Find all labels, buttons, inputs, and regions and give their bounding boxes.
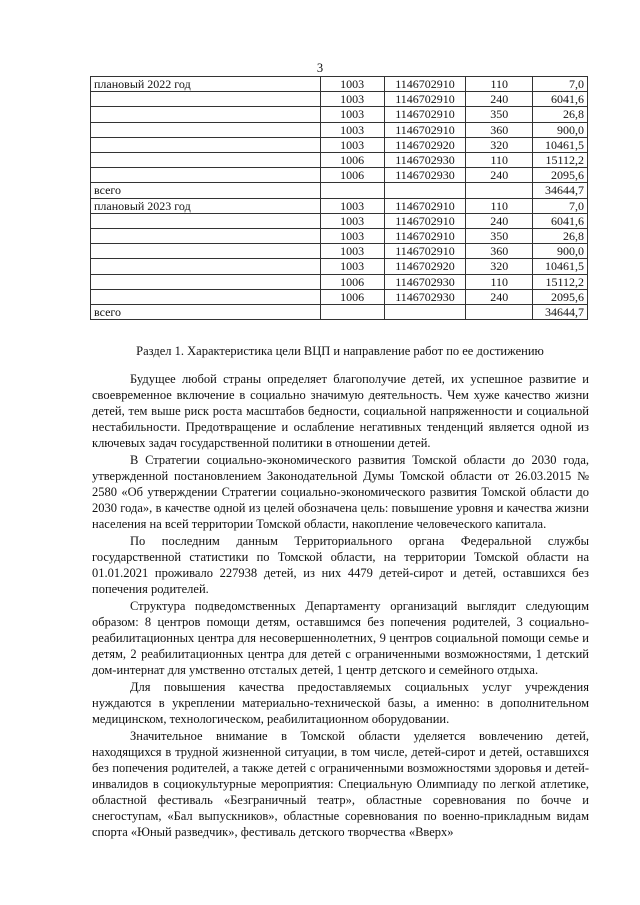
row-label bbox=[91, 153, 321, 168]
section-code: 1003 bbox=[320, 122, 384, 137]
target-code: 1146702910 bbox=[384, 198, 466, 213]
amount: 15112,2 bbox=[533, 274, 588, 289]
budget-table bbox=[90, 76, 588, 320]
row-label bbox=[91, 289, 321, 304]
paragraph: В Стратегии социально-экономического развития Томской области до 2030 года, утвержденной постановлением Законодательной Думы Томской области от 26.03.2015 № 2580 «Об утверждении Стратегии социально-экономического развития Томской области до 2030 года», в качестве одной из целей обозначена цель: повышение уровня и качества жизни населения на всей территории Томской области, накопление человеческого капитала. bbox=[92, 453, 589, 531]
expense-type: 350 bbox=[466, 229, 533, 244]
target-code: 1146702910 bbox=[384, 213, 466, 228]
section-code: 1003 bbox=[320, 137, 384, 152]
table-row bbox=[91, 183, 588, 198]
expense-type: 360 bbox=[466, 122, 533, 137]
row-label bbox=[91, 107, 321, 122]
table-row bbox=[91, 198, 588, 213]
target-code: 1146702930 bbox=[384, 153, 466, 168]
expense-type: 320 bbox=[466, 137, 533, 152]
section-code: 1003 bbox=[320, 213, 384, 228]
expense-type: 240 bbox=[466, 168, 533, 183]
paragraph: Будущее любой страны определяет благополучие детей, их успешное развитие и своевременное включение в социально значимую деятельность. Чем хуже качество жизни детей, тем выше риск роста масштабов бедности, социальной напряженности и социальной нестабильности. Предотвращение и ослабление негативных тенденций является одной из ключевых задач государственной политики в отношении детей. bbox=[92, 372, 589, 450]
paragraph: Значительное внимание в Томской области уделяется вовлечению детей, находящихся в трудной жизненной ситуации, в том числе, детей-сирот и детей, оставшихся без попечения родителей, а также детей с ограниченными возможностями здоровья и детей-инвалидов в социокультурные мероприятия: Специальную Олимпиаду по легкой атлетике, областной фестиваль «Безграничный театр», областные соревнования по бочче и снегоступам, «Бал выпускников», областные соревнования по военно-прикладным видам спорта «Юный разведчик», фестиваль детского творчества «Вверх» bbox=[92, 729, 589, 839]
section-code: 1006 bbox=[320, 168, 384, 183]
amount: 900,0 bbox=[533, 244, 588, 259]
amount: 26,8 bbox=[533, 107, 588, 122]
row-label bbox=[91, 213, 321, 228]
table-row bbox=[91, 168, 588, 183]
target-code: 1146702910 bbox=[384, 229, 466, 244]
target-code: 1146702920 bbox=[384, 259, 466, 274]
budget-table-body bbox=[91, 77, 588, 320]
section-code: 1006 bbox=[320, 289, 384, 304]
amount: 2095,6 bbox=[533, 289, 588, 304]
table-row bbox=[91, 107, 588, 122]
amount: 7,0 bbox=[533, 77, 588, 92]
row-label bbox=[91, 244, 321, 259]
target-code: 1146702910 bbox=[384, 122, 466, 137]
row-label bbox=[91, 137, 321, 152]
table-row bbox=[91, 305, 588, 320]
target-code bbox=[384, 183, 466, 198]
expense-type bbox=[466, 183, 533, 198]
row-label: всего bbox=[91, 305, 321, 320]
target-code: 1146702910 bbox=[384, 107, 466, 122]
target-code: 1146702930 bbox=[384, 289, 466, 304]
row-label bbox=[91, 274, 321, 289]
section-code: 1003 bbox=[320, 244, 384, 259]
paragraph: По последним данным Территориального органа Федеральной службы государственной статистики по Томской области, на территории Томской области на 01.01.2021 проживало 227938 детей, из них 4479 детей-сирот и детей, оставшихся без попечения родителей. bbox=[92, 534, 589, 596]
paragraph: Структура подведомственных Департаменту организаций выглядит следующим образом: 8 центров помощи детям, оставшимся без попечения родителей, 3 социально-реабилитационных центра для несовершеннолетних, 9 центров социальной помощи семье и детям, 2 реабилитационных центра для детей с ограниченными возможностями, 1 детский дом-интернат для умственно отсталых детей, 1 центр детского и семейного отдыха. bbox=[92, 599, 589, 677]
section-code: 1003 bbox=[320, 92, 384, 107]
amount: 26,8 bbox=[533, 229, 588, 244]
expense-type: 110 bbox=[466, 274, 533, 289]
section-code: 1003 bbox=[320, 259, 384, 274]
row-label bbox=[91, 229, 321, 244]
section-code: 1006 bbox=[320, 153, 384, 168]
table-row bbox=[91, 213, 588, 228]
target-code: 1146702930 bbox=[384, 274, 466, 289]
expense-type: 110 bbox=[466, 198, 533, 213]
target-code: 1146702920 bbox=[384, 137, 466, 152]
amount: 900,0 bbox=[533, 122, 588, 137]
row-label bbox=[91, 92, 321, 107]
expense-type: 360 bbox=[466, 244, 533, 259]
amount: 10461,5 bbox=[533, 259, 588, 274]
table-row bbox=[91, 259, 588, 274]
expense-type: 110 bbox=[466, 153, 533, 168]
expense-type: 240 bbox=[466, 92, 533, 107]
table-row bbox=[91, 289, 588, 304]
table-row bbox=[91, 229, 588, 244]
page-number: 3 bbox=[316, 61, 324, 75]
section-code: 1003 bbox=[320, 198, 384, 213]
amount: 2095,6 bbox=[533, 168, 588, 183]
table-row bbox=[91, 122, 588, 137]
row-label: всего bbox=[91, 183, 321, 198]
expense-type bbox=[466, 305, 533, 320]
section-code: 1003 bbox=[320, 77, 384, 92]
target-code: 1146702930 bbox=[384, 168, 466, 183]
expense-type: 240 bbox=[466, 213, 533, 228]
amount: 15112,2 bbox=[533, 153, 588, 168]
section-code: 1006 bbox=[320, 274, 384, 289]
table-row bbox=[91, 92, 588, 107]
row-label bbox=[91, 168, 321, 183]
amount: 7,0 bbox=[533, 198, 588, 213]
target-code: 1146702910 bbox=[384, 77, 466, 92]
table-row bbox=[91, 153, 588, 168]
section-title: Раздел 1. Характеристика цели ВЦП и направление работ по ее достижению bbox=[136, 344, 544, 358]
expense-type: 350 bbox=[466, 107, 533, 122]
expense-type: 110 bbox=[466, 77, 533, 92]
section-code: 1003 bbox=[320, 107, 384, 122]
row-label bbox=[91, 122, 321, 137]
row-label: плановый 2022 год bbox=[91, 77, 321, 92]
amount: 34644,7 bbox=[533, 305, 588, 320]
body-text bbox=[92, 371, 589, 841]
section-code bbox=[320, 183, 384, 198]
amount: 10461,5 bbox=[533, 137, 588, 152]
table-row bbox=[91, 274, 588, 289]
expense-type: 320 bbox=[466, 259, 533, 274]
row-label: плановый 2023 год bbox=[91, 198, 321, 213]
paragraph: Для повышения качества предоставляемых социальных услуг учреждения нуждаются в укреплении материально-технической базы, а именно: в дополнительном медицинском, технологическом, реабилитационном оборудовании. bbox=[92, 680, 589, 726]
section-code bbox=[320, 305, 384, 320]
row-label bbox=[91, 259, 321, 274]
target-code: 1146702910 bbox=[384, 244, 466, 259]
table-row bbox=[91, 77, 588, 92]
amount: 34644,7 bbox=[533, 183, 588, 198]
expense-type: 240 bbox=[466, 289, 533, 304]
table-row bbox=[91, 244, 588, 259]
amount: 6041,6 bbox=[533, 92, 588, 107]
target-code: 1146702910 bbox=[384, 92, 466, 107]
target-code bbox=[384, 305, 466, 320]
amount: 6041,6 bbox=[533, 213, 588, 228]
section-code: 1003 bbox=[320, 229, 384, 244]
table-row bbox=[91, 137, 588, 152]
